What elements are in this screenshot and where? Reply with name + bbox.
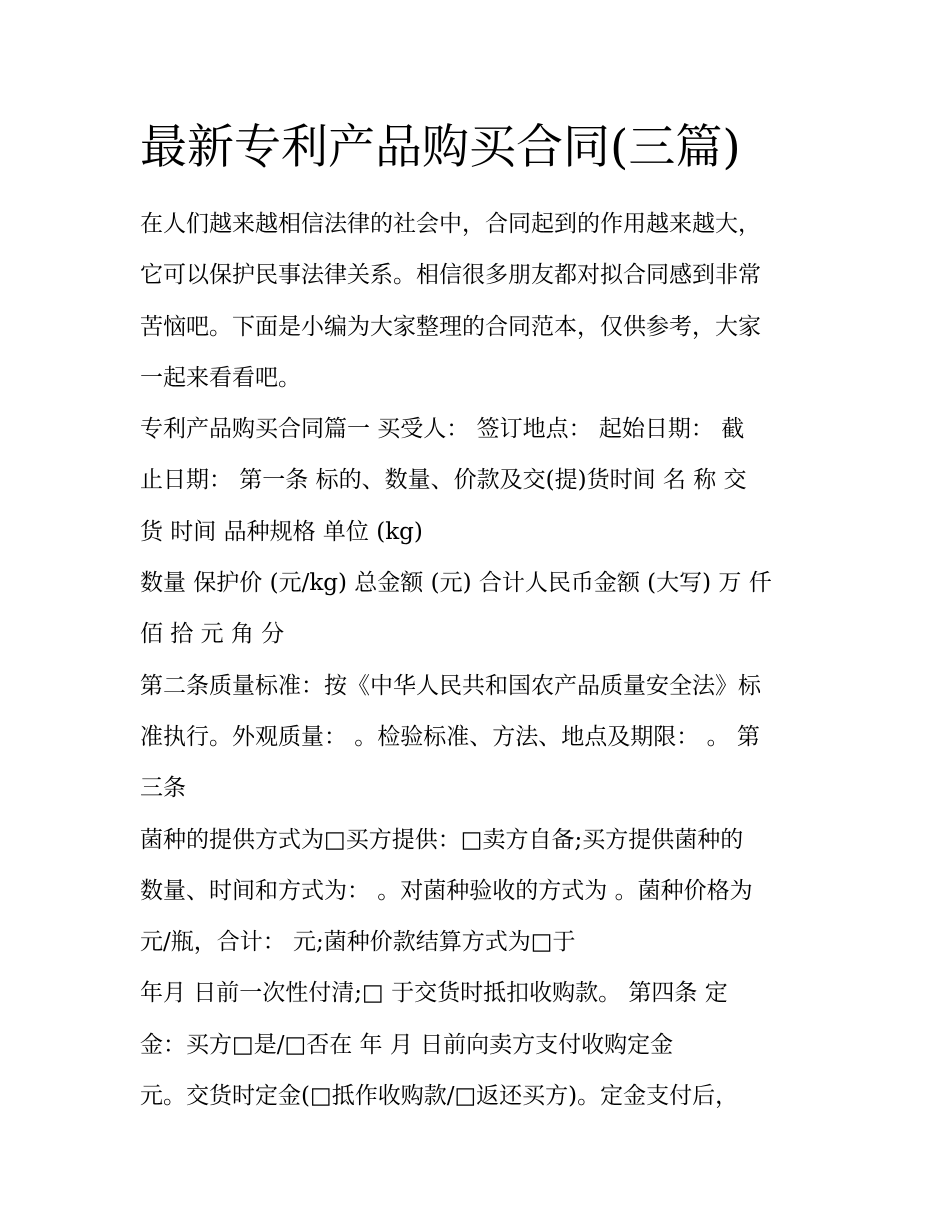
- body-line: 金：买方□是/□否在 年 月 日前向卖方支付收购定金: [140, 1031, 674, 1058]
- body-line: 一起来看看吧。: [140, 364, 301, 391]
- body-line: 准执行。外观质量： 。检验标准、方法、地点及期限： 。 第: [140, 723, 760, 750]
- body-line: 苦恼吧。下面是小编为大家整理的合同范本，仅供参考，大家: [140, 313, 761, 340]
- body-line: 元/瓶，合计： 元;菌种价款结算方式为□于: [140, 929, 576, 956]
- body-line: 货 时间 品种规格 单位 (kg): [140, 518, 423, 545]
- body-line: 在人们越来越相信法律的社会中，合同起到的作用越来越大，: [140, 211, 761, 237]
- body-line: 元。交货时定金(□抵作收购款/□返还买方)。定金支付后，: [140, 1083, 739, 1110]
- document-title: 最新专利产品购买合同(三篇): [140, 120, 741, 175]
- body-line: 专利产品购买合同篇一 买受人： 签订地点： 起始日期： 截: [140, 416, 745, 443]
- body-line: 三条: [140, 775, 186, 802]
- body-line: 它可以保护民事法律关系。相信很多朋友都对拟合同感到非常: [140, 262, 761, 289]
- body-line: 止日期： 第一条 标的、数量、价款及交(提)货时间 名 称 交: [140, 467, 747, 494]
- body-line: 佰 拾 元 角 分: [140, 621, 285, 648]
- body-line: 第二条质量标准：按《中华人民共和国农产品质量安全法》标: [140, 672, 761, 699]
- body-line: 数量 保护价 (元/kg) 总金额 (元) 合计人民币金额 (大写) 万 仟: [140, 570, 772, 597]
- document-body: [140, 199, 820, 1122]
- body-line: 菌种的提供方式为□买方提供：□卖方自备;买方提供菌种的: [140, 826, 744, 853]
- body-line: 年月 日前一次性付清;□ 于交货时抵扣收购款。 第四条 定: [140, 980, 728, 1007]
- body-line: 数量、时间和方式为： 。对菌种验收的方式为 。菌种价格为: [140, 877, 753, 904]
